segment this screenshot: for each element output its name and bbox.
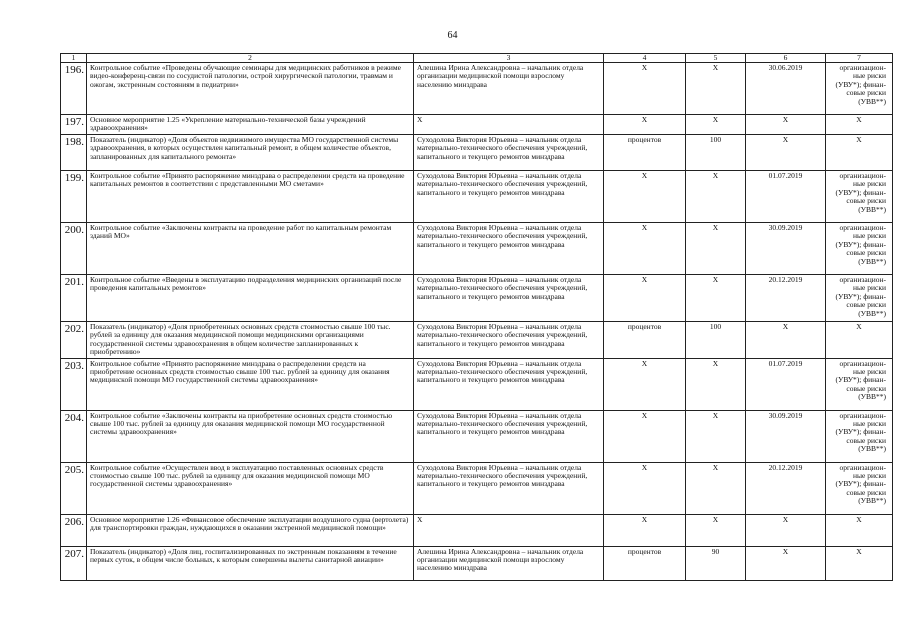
row-value: X bbox=[686, 275, 746, 322]
row-responsible: X bbox=[414, 514, 604, 546]
row-number: 199. bbox=[61, 171, 87, 223]
row-unit: X bbox=[604, 410, 686, 462]
row-risks bbox=[826, 275, 893, 322]
row-date: 20.12.2019 bbox=[746, 462, 826, 514]
row-value: X bbox=[686, 410, 746, 462]
row-description: Контрольное событие «Осуществлен ввод в эксплуатацию поставленных основных средств стоимостью свыше 100 тыс. рублей за единицу для оказания медицинской помощи МО государственной системы здравоохранения» bbox=[87, 462, 414, 514]
row-unit: X bbox=[604, 115, 686, 135]
risk-line: (УВВ**) bbox=[858, 444, 886, 454]
row-number: 196. bbox=[61, 63, 87, 115]
row-unit: X bbox=[604, 63, 686, 115]
row-number: 203. bbox=[61, 358, 87, 410]
row-description: Основное мероприятие 1.25 «Укрепление материально-технической базы учреждений здравоохранения» bbox=[87, 115, 414, 135]
risk-line: ные риски bbox=[852, 231, 886, 241]
risk-line: организацион- bbox=[839, 358, 886, 368]
row-number: 206. bbox=[61, 514, 87, 546]
row-responsible: Суходолова Виктория Юрьевна – начальник отдела материально-технического обеспечения учреждений, капитального и текущего ремонтов минздрава bbox=[414, 275, 604, 322]
row-unit: процентов bbox=[604, 546, 686, 580]
row-description: Контрольное событие «Проведены обучающие семинары для медицинских работников в режиме видео-конференц-связи по сосудистой патологии, острой хирургической патологии, травмам и ожогам, экстренным состояниям в педиатрии» bbox=[87, 63, 414, 115]
risk-line: совые риски bbox=[846, 435, 886, 445]
row-value: X bbox=[686, 63, 746, 115]
row-number: 200. bbox=[61, 223, 87, 275]
row-value: 100 bbox=[686, 135, 746, 171]
risk-line: совые риски bbox=[846, 248, 886, 258]
risk-line: совые риски bbox=[846, 383, 886, 393]
row-value: X bbox=[686, 115, 746, 135]
row-date: 30.09.2019 bbox=[746, 223, 826, 275]
table-row bbox=[61, 546, 893, 580]
risk-line: (УВУ*); финан- bbox=[835, 79, 886, 89]
row-number: 201. bbox=[61, 275, 87, 322]
row-responsible: Суходолова Виктория Юрьевна – начальник отдела материально-технического обеспечения учреждений, капитального и текущего ремонтов минздрава bbox=[414, 171, 604, 223]
header-cell-1: 1 bbox=[61, 54, 87, 63]
row-value: X bbox=[686, 223, 746, 275]
table-row bbox=[61, 171, 893, 223]
risk-line: совые риски bbox=[846, 196, 886, 206]
row-risks bbox=[826, 322, 893, 359]
risk-line: (УВУ*); финан- bbox=[835, 479, 886, 489]
row-date: 20.12.2019 bbox=[746, 275, 826, 322]
risk-line: (УВВ**) bbox=[858, 308, 886, 318]
row-risks bbox=[826, 514, 893, 546]
row-date: X bbox=[746, 514, 826, 546]
row-risks bbox=[826, 462, 893, 514]
row-date: X bbox=[746, 135, 826, 171]
row-risks bbox=[826, 223, 893, 275]
row-number: 197. bbox=[61, 115, 87, 135]
row-value: X bbox=[686, 358, 746, 410]
risk-line: (УВУ*); финан- bbox=[835, 187, 886, 197]
risk-line: (УВУ*); финан- bbox=[835, 291, 886, 301]
header-cell-4: 4 bbox=[604, 54, 686, 63]
row-number: 204. bbox=[61, 410, 87, 462]
risk-line: ные риски bbox=[852, 419, 886, 429]
row-description: Контрольное событие «Принято распоряжение минздрава о распределении средств на проведение капитальных ремонтов в соответствии с представленными МО сметами» bbox=[87, 171, 414, 223]
row-risks bbox=[826, 358, 893, 410]
risk-line: (УВВ**) bbox=[858, 392, 886, 402]
risk-line: X bbox=[856, 514, 862, 524]
risk-line: совые риски bbox=[846, 487, 886, 497]
risk-line: ные риски bbox=[852, 283, 886, 293]
row-unit: X bbox=[604, 514, 686, 546]
risk-line: ные риски bbox=[852, 71, 886, 81]
row-description: Контрольное событие «Заключены контракты на приобретение основных средств стоимостью свыше 100 тыс. рублей за единицу для оказания медицинской помощи МО государственной системы здравоохранения» bbox=[87, 410, 414, 462]
row-date: 01.07.2019 bbox=[746, 171, 826, 223]
header-cell-6: 6 bbox=[746, 54, 826, 63]
row-date: X bbox=[746, 115, 826, 135]
row-responsible: Суходолова Виктория Юрьевна – начальник отдела материально-технического обеспечения учреждений, капитального и текущего ремонтов минздрава bbox=[414, 462, 604, 514]
row-description: Контрольное событие «Заключены контракты на проведение работ по капитальным ремонтам зданий МО» bbox=[87, 223, 414, 275]
row-date: X bbox=[746, 322, 826, 359]
risk-line: организацион- bbox=[839, 171, 886, 180]
header-cell-7: 7 bbox=[826, 54, 893, 63]
row-unit: X bbox=[604, 171, 686, 223]
table-row bbox=[61, 63, 893, 115]
row-risks bbox=[826, 63, 893, 115]
row-responsible: X bbox=[414, 115, 604, 135]
row-date: X bbox=[746, 546, 826, 580]
row-number: 198. bbox=[61, 135, 87, 171]
risk-line: (УВУ*); финан- bbox=[835, 427, 886, 437]
risk-line: X bbox=[856, 135, 862, 144]
risk-line: (УВУ*); финан- bbox=[835, 375, 886, 385]
row-value: 90 bbox=[686, 546, 746, 580]
table-row bbox=[61, 410, 893, 462]
table-row bbox=[61, 135, 893, 171]
row-number: 205. bbox=[61, 462, 87, 514]
risk-line: X bbox=[856, 322, 862, 331]
table-body bbox=[61, 54, 893, 581]
row-unit: X bbox=[604, 275, 686, 322]
row-value: X bbox=[686, 462, 746, 514]
row-unit: процентов bbox=[604, 135, 686, 171]
row-date: 01.07.2019 bbox=[746, 358, 826, 410]
header-cell-5: 5 bbox=[686, 54, 746, 63]
plan-table bbox=[60, 53, 893, 581]
row-date: 30.09.2019 bbox=[746, 410, 826, 462]
row-value: 100 bbox=[686, 322, 746, 359]
row-responsible: Алешина Ирина Александровна – начальник отдела организации медицинской помощи взрослому населению минздрава bbox=[414, 63, 604, 115]
row-description: Контрольное событие «Принято распоряжение минздрава о распределении средств на приобретение основных средств стоимостью свыше 100 тыс. рублей за единицу для оказания медицинской помощи МО государственной системы здравоохранения» bbox=[87, 358, 414, 410]
page-number: 64 bbox=[447, 30, 458, 41]
row-description: Контрольное событие «Введены в эксплуатацию подразделения медицинских организаций после проведения капитальных ремонтов» bbox=[87, 275, 414, 322]
row-unit: X bbox=[604, 358, 686, 410]
row-unit: процентов bbox=[604, 322, 686, 359]
risk-line: X bbox=[856, 115, 862, 124]
row-responsible: Суходолова Виктория Юрьевна – начальник отдела материально-технического обеспечения учреждений, капитального и текущего ремонтов минздрава bbox=[414, 322, 604, 359]
header-cell-2: 2 bbox=[87, 54, 414, 63]
row-risks bbox=[826, 135, 893, 171]
risk-line: ные риски bbox=[852, 367, 886, 377]
row-unit: X bbox=[604, 462, 686, 514]
risk-line: совые риски bbox=[846, 300, 886, 310]
row-responsible: Суходолова Виктория Юрьевна – начальник отдела материально-технического обеспечения учреждений, капитального и текущего ремонтов минздрава bbox=[414, 410, 604, 462]
risk-line: организацион- bbox=[839, 63, 886, 72]
row-value: X bbox=[686, 171, 746, 223]
risk-line: (УВУ*); финан- bbox=[835, 239, 886, 249]
table-row bbox=[61, 514, 893, 546]
table-row bbox=[61, 275, 893, 322]
row-number: 207. bbox=[61, 546, 87, 580]
risk-line: (УВВ**) bbox=[858, 96, 886, 106]
row-responsible: Алешина Ирина Александровна – начальник отдела организации медицинской помощи взрослому населению минздрава bbox=[414, 546, 604, 580]
row-description: Показатель (индикатор) «Доля приобретенных основных средств стоимостью свыше 100 тыс. рублей за единицу для оказания медицинской помощи медицинскими организациями государственной системы здравоохранения в общем количестве запланированных к приобретению» bbox=[87, 322, 414, 359]
row-risks bbox=[826, 171, 893, 223]
row-value: X bbox=[686, 514, 746, 546]
row-risks bbox=[826, 410, 893, 462]
row-responsible: Суходолова Виктория Юрьевна – начальник отдела материально-технического обеспечения учреждений, капитального и текущего ремонтов минздрава bbox=[414, 223, 604, 275]
header-row bbox=[61, 54, 893, 63]
risk-line: (УВВ**) bbox=[858, 256, 886, 266]
risk-line: организацион- bbox=[839, 275, 886, 284]
header-cell-3: 3 bbox=[414, 54, 604, 63]
risk-line: организацион- bbox=[839, 223, 886, 232]
row-responsible: Суходолова Виктория Юрьевна – начальник отдела материально-технического обеспечения учреждений, капитального и текущего ремонтов минздрава bbox=[414, 358, 604, 410]
risk-line: ные риски bbox=[852, 179, 886, 189]
row-description: Показатель (индикатор) «Доля объектов недвижимого имущества МО государственной системы здравоохранения, в которых осуществлен капитальный ремонт, в общем количестве объектов, запланированных для капитального ремонта» bbox=[87, 135, 414, 171]
table-row bbox=[61, 223, 893, 275]
row-risks bbox=[826, 546, 893, 580]
row-risks bbox=[826, 115, 893, 135]
table-row bbox=[61, 115, 893, 135]
table-row bbox=[61, 322, 893, 359]
risk-line: организацион- bbox=[839, 410, 886, 420]
table-row bbox=[61, 462, 893, 514]
row-description: Показатель (индикатор) «Доля лиц, госпитализированных по экстренным показаниям в течение первых суток, в общем числе больных, к которым совершены вылеты санитарной авиации» bbox=[87, 546, 414, 580]
risk-line: (УВВ**) bbox=[858, 204, 886, 214]
risk-line: (УВВ**) bbox=[858, 496, 886, 506]
row-responsible: Суходолова Виктория Юрьевна – начальник отдела материально-технического обеспечения учреждений, капитального и текущего ремонтов минздрава bbox=[414, 135, 604, 171]
row-number: 202. bbox=[61, 322, 87, 359]
risk-line: ные риски bbox=[852, 471, 886, 481]
row-unit: X bbox=[604, 223, 686, 275]
row-description: Основное мероприятие 1.26 «Финансовое обеспечение эксплуатации воздушного судна (вертолета) для транспортировки граждан, нуждающихся в оказании экстренной медицинской помощи» bbox=[87, 514, 414, 546]
risk-line: совые риски bbox=[846, 88, 886, 98]
risk-line: X bbox=[856, 546, 862, 556]
row-date: 30.06.2019 bbox=[746, 63, 826, 115]
risk-line: организацион- bbox=[839, 462, 886, 472]
table-row bbox=[61, 358, 893, 410]
